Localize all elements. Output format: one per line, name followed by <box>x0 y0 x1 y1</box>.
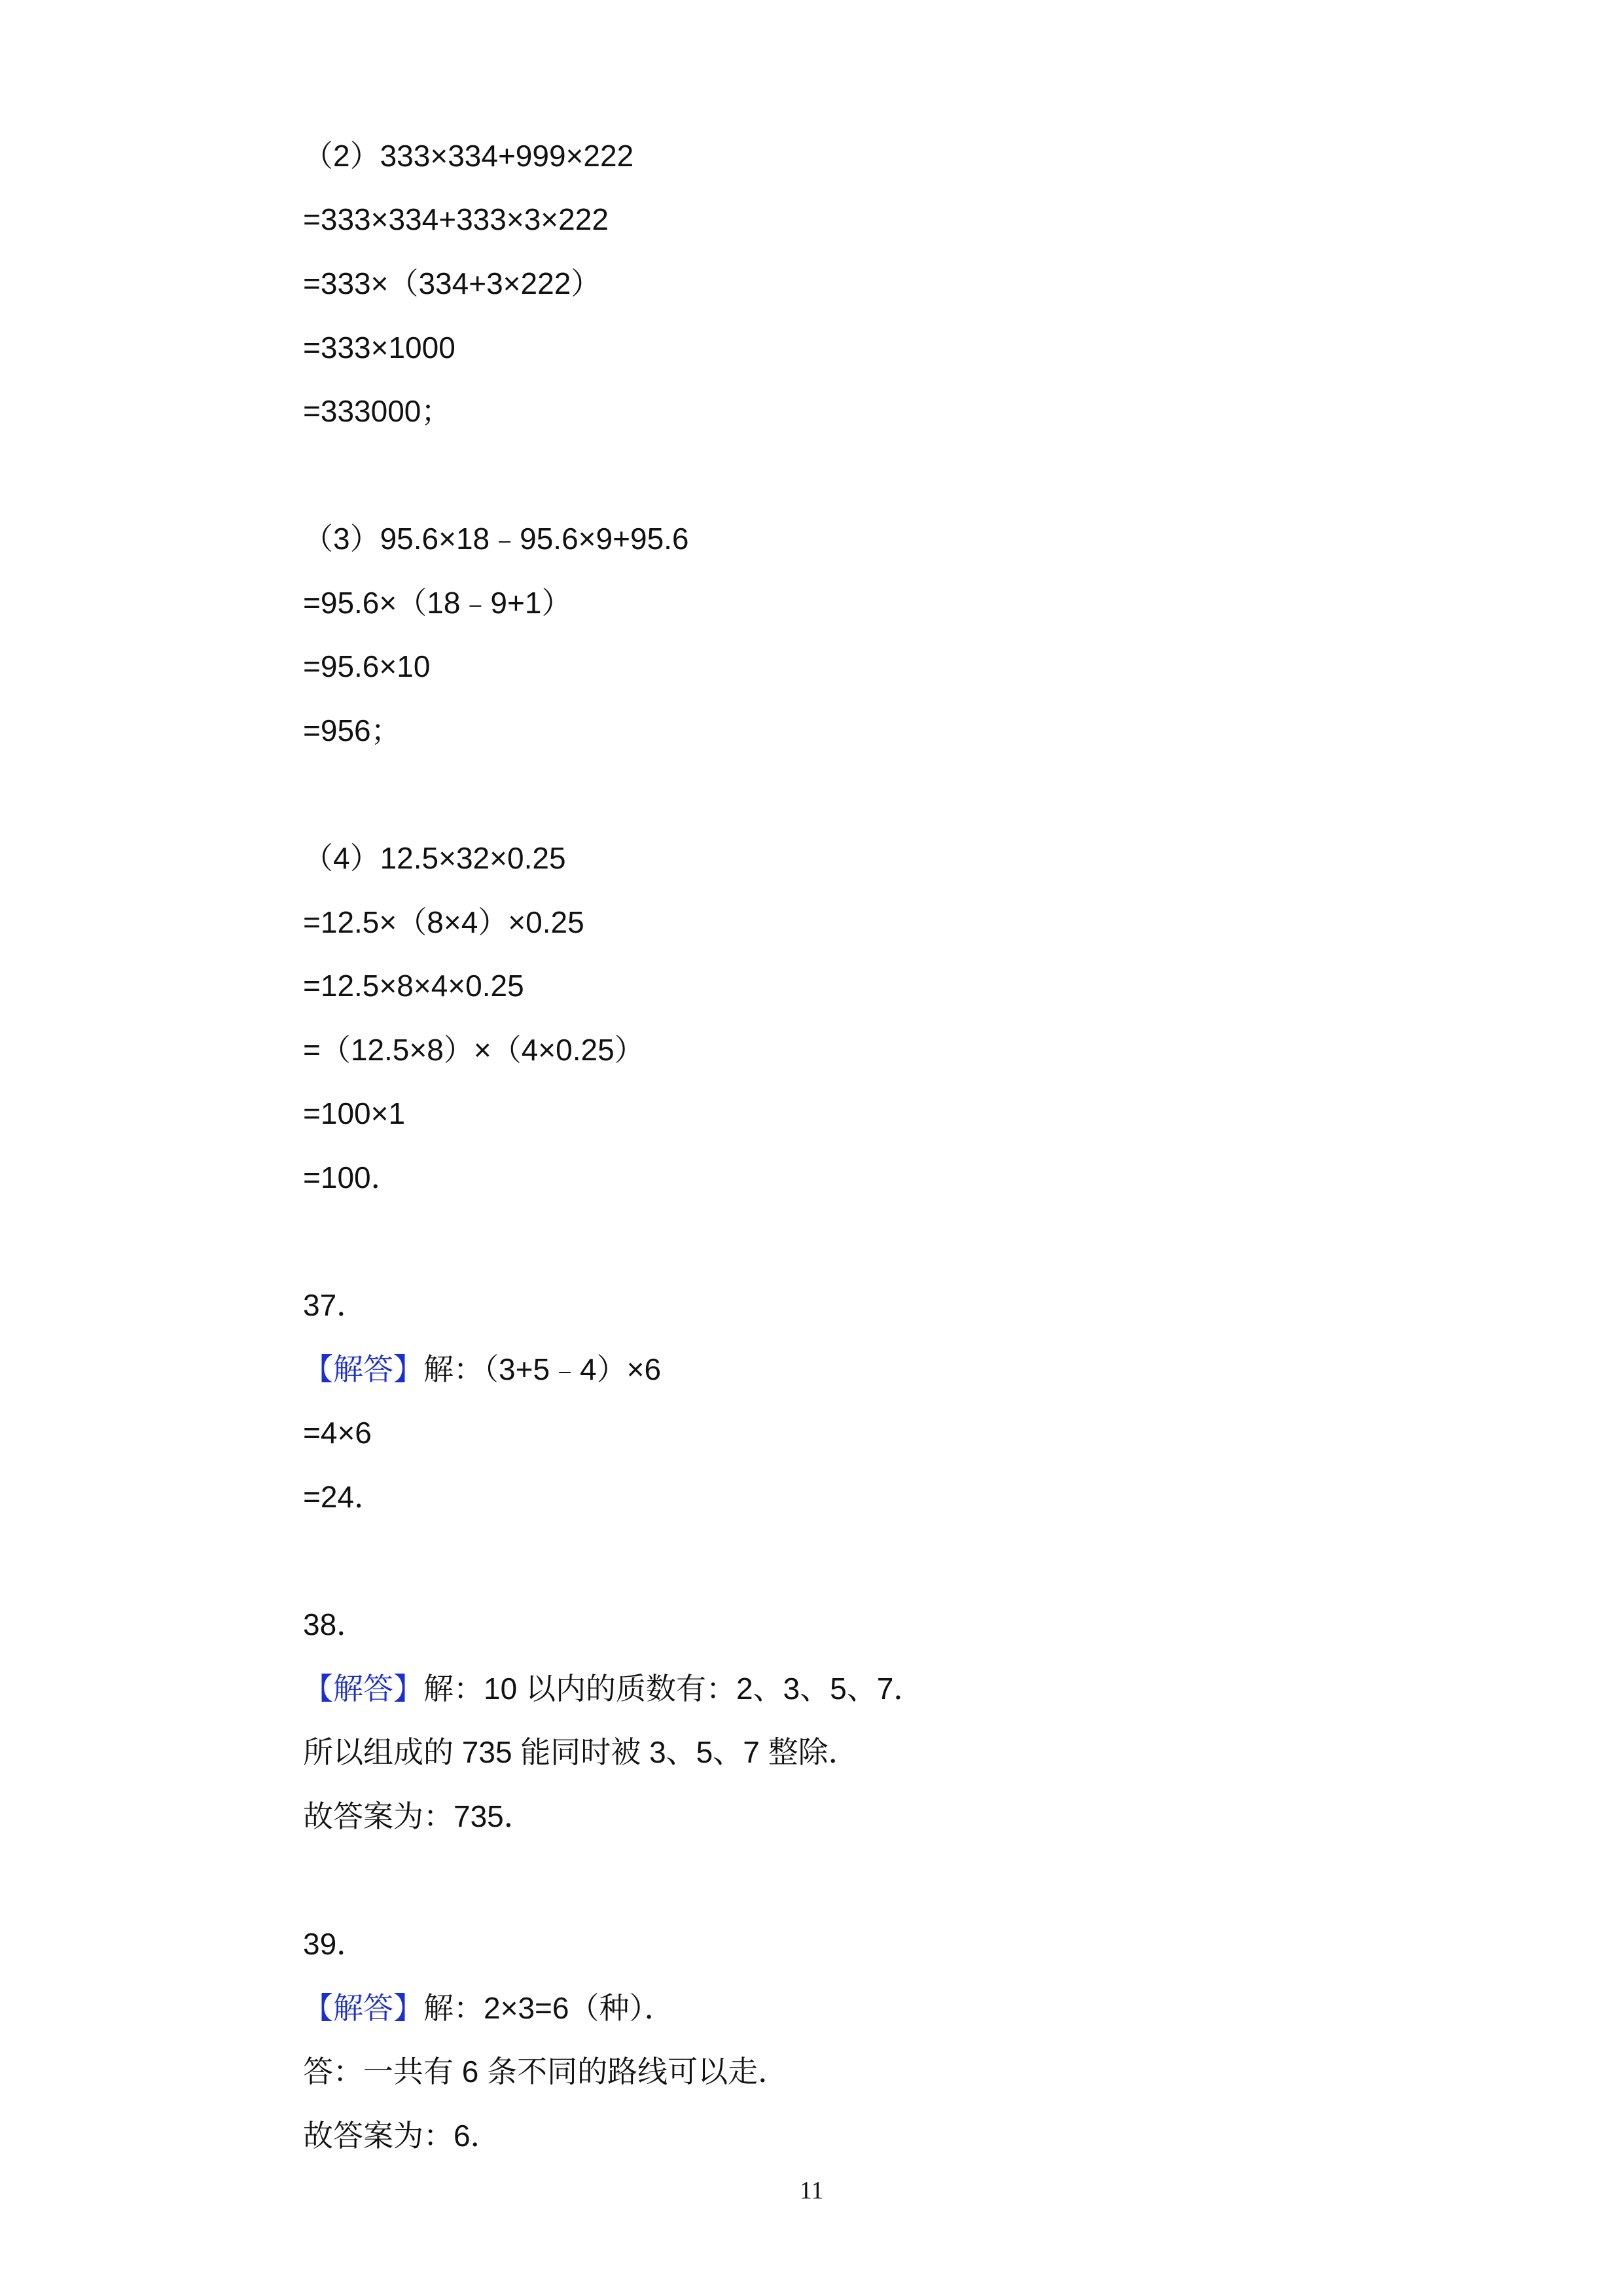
question-39-answer <box>303 1988 674 2028</box>
problem-4-step-3: =（12.5×8）×（4×0.25） <box>303 1033 645 1067</box>
problem-4-expression: （4）12.5×32×0.25 <box>303 841 566 875</box>
question-38-answer <box>303 1669 923 1708</box>
question-37-answer <box>303 1350 661 1389</box>
problem-3-step-2: =95.6×10 <box>303 649 431 683</box>
question-37-result: =24． <box>303 1480 385 1514</box>
answer-tag: 【解答】 <box>303 1352 423 1386</box>
problem-4-step-2: =12.5×8×4×0.25 <box>303 969 524 1003</box>
question-39-final: 故答案为：6． <box>303 2119 501 2153</box>
question-38-reasoning: 所以组成的 735 能同时被 3、5、7 整除． <box>303 1735 859 1769</box>
problem-3-step-1: =95.6×（18﹣9+1） <box>303 586 572 620</box>
answer-tag: 【解答】 <box>303 1672 423 1706</box>
question-39-reply: 答：一共有 6 条不同的路线可以走． <box>303 2054 789 2089</box>
problem-4-step-1: =12.5×（8×4）×0.25 <box>303 905 584 939</box>
answer-tag: 【解答】 <box>303 1991 423 2025</box>
problem-3-expression: （3）95.6×18﹣95.6×9+95.6 <box>303 522 689 556</box>
problem-2-step-2: =333×（334+3×222） <box>303 266 601 300</box>
question-39-number: 39． <box>303 1927 367 1961</box>
question-38-number: 38． <box>303 1607 367 1641</box>
problem-2-expression: （2）333×334+999×222 <box>303 139 634 173</box>
question-37-step-1: =4×6 <box>303 1416 372 1450</box>
problem-4-step-4: =100×1 <box>303 1096 406 1130</box>
question-37-number: 37． <box>303 1288 367 1322</box>
question-37-solution: 解：（3+5﹣4）×6 <box>423 1352 662 1386</box>
problem-2-result: =333000； <box>303 394 452 428</box>
question-38-solution: 解：10 以内的质数有：2、3、5、7． <box>423 1672 924 1706</box>
problem-2-step-1: =333×334+333×3×222 <box>303 202 609 236</box>
problem-3-result: =956； <box>303 713 401 747</box>
question-39-solution: 解：2×3=6（种）． <box>423 1991 675 2025</box>
problem-2-step-3: =333×1000 <box>303 331 455 365</box>
problem-4-result: =100． <box>303 1160 401 1194</box>
page-number: 11 <box>799 2177 824 2204</box>
question-38-final: 故答案为：735． <box>303 1799 534 1833</box>
